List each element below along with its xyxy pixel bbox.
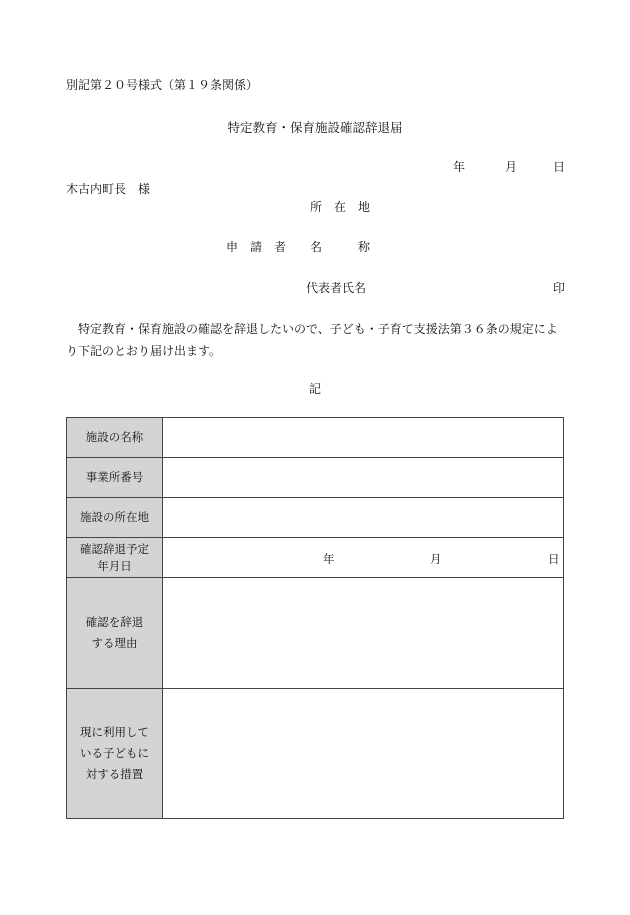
seal-mark: 印 [553,281,566,295]
measures-label-line3: 対する措置 [85,767,144,781]
reason-field[interactable] [163,578,564,689]
facility-address-field[interactable] [163,498,564,538]
facility-name-field[interactable] [163,418,564,458]
measures-field[interactable] [163,689,564,819]
table-row-withdrawal-date [67,538,564,578]
table-row-reason [67,578,564,689]
table-row-facility-address [67,498,564,538]
form-number: 別記第２０号様式（第１９条関係） [66,78,259,92]
reason-label-line2: する理由 [91,636,138,650]
applicant-label: 申 請 者 [226,240,287,254]
reason-label [67,578,163,689]
office-number-label: 事業所番号 [67,458,163,498]
table-row-facility-name [67,418,564,458]
withdrawal-month-label: 月 [430,552,442,566]
facility-address-label: 施設の所在地 [67,498,163,538]
form-table [66,417,564,819]
withdrawal-day-label: 日 [548,552,560,566]
addressee: 木古内町長 様 [66,182,151,196]
withdrawal-date-label-line2: 年月日 [97,558,132,573]
representative-label: 代表者氏名 [306,281,367,295]
reason-label-line1: 確認を辞退 [85,615,144,629]
location-label: 所 在 地 [310,200,371,214]
measures-label [67,689,163,819]
withdrawal-date-field[interactable] [163,538,564,578]
withdrawal-year-label: 年 [323,552,335,566]
date-month-label: 月 [505,160,518,174]
withdrawal-date-label [67,538,163,578]
date-day-label: 日 [553,160,566,174]
withdrawal-date-label-line1: 確認辞退予定 [80,541,149,556]
ki-heading: 記 [309,382,322,396]
measures-label-line1: 現に利用して [80,725,149,739]
facility-name-label: 施設の名称 [67,418,163,458]
office-number-field[interactable] [163,458,564,498]
measures-label-line2: いる子どもに [80,746,149,760]
table-row-office-number [67,458,564,498]
date-year-label: 年 [453,160,466,174]
document-title: 特定教育・保育施設確認辞退届 [227,120,403,135]
table-row-measures [67,689,564,819]
name-label: 名 称 [310,240,371,254]
body-text: 特定教育・保育施設の確認を辞退したいので、子ども・子育て支援法第３６条の規定により下記のとおり届け出ます。 [66,322,558,358]
